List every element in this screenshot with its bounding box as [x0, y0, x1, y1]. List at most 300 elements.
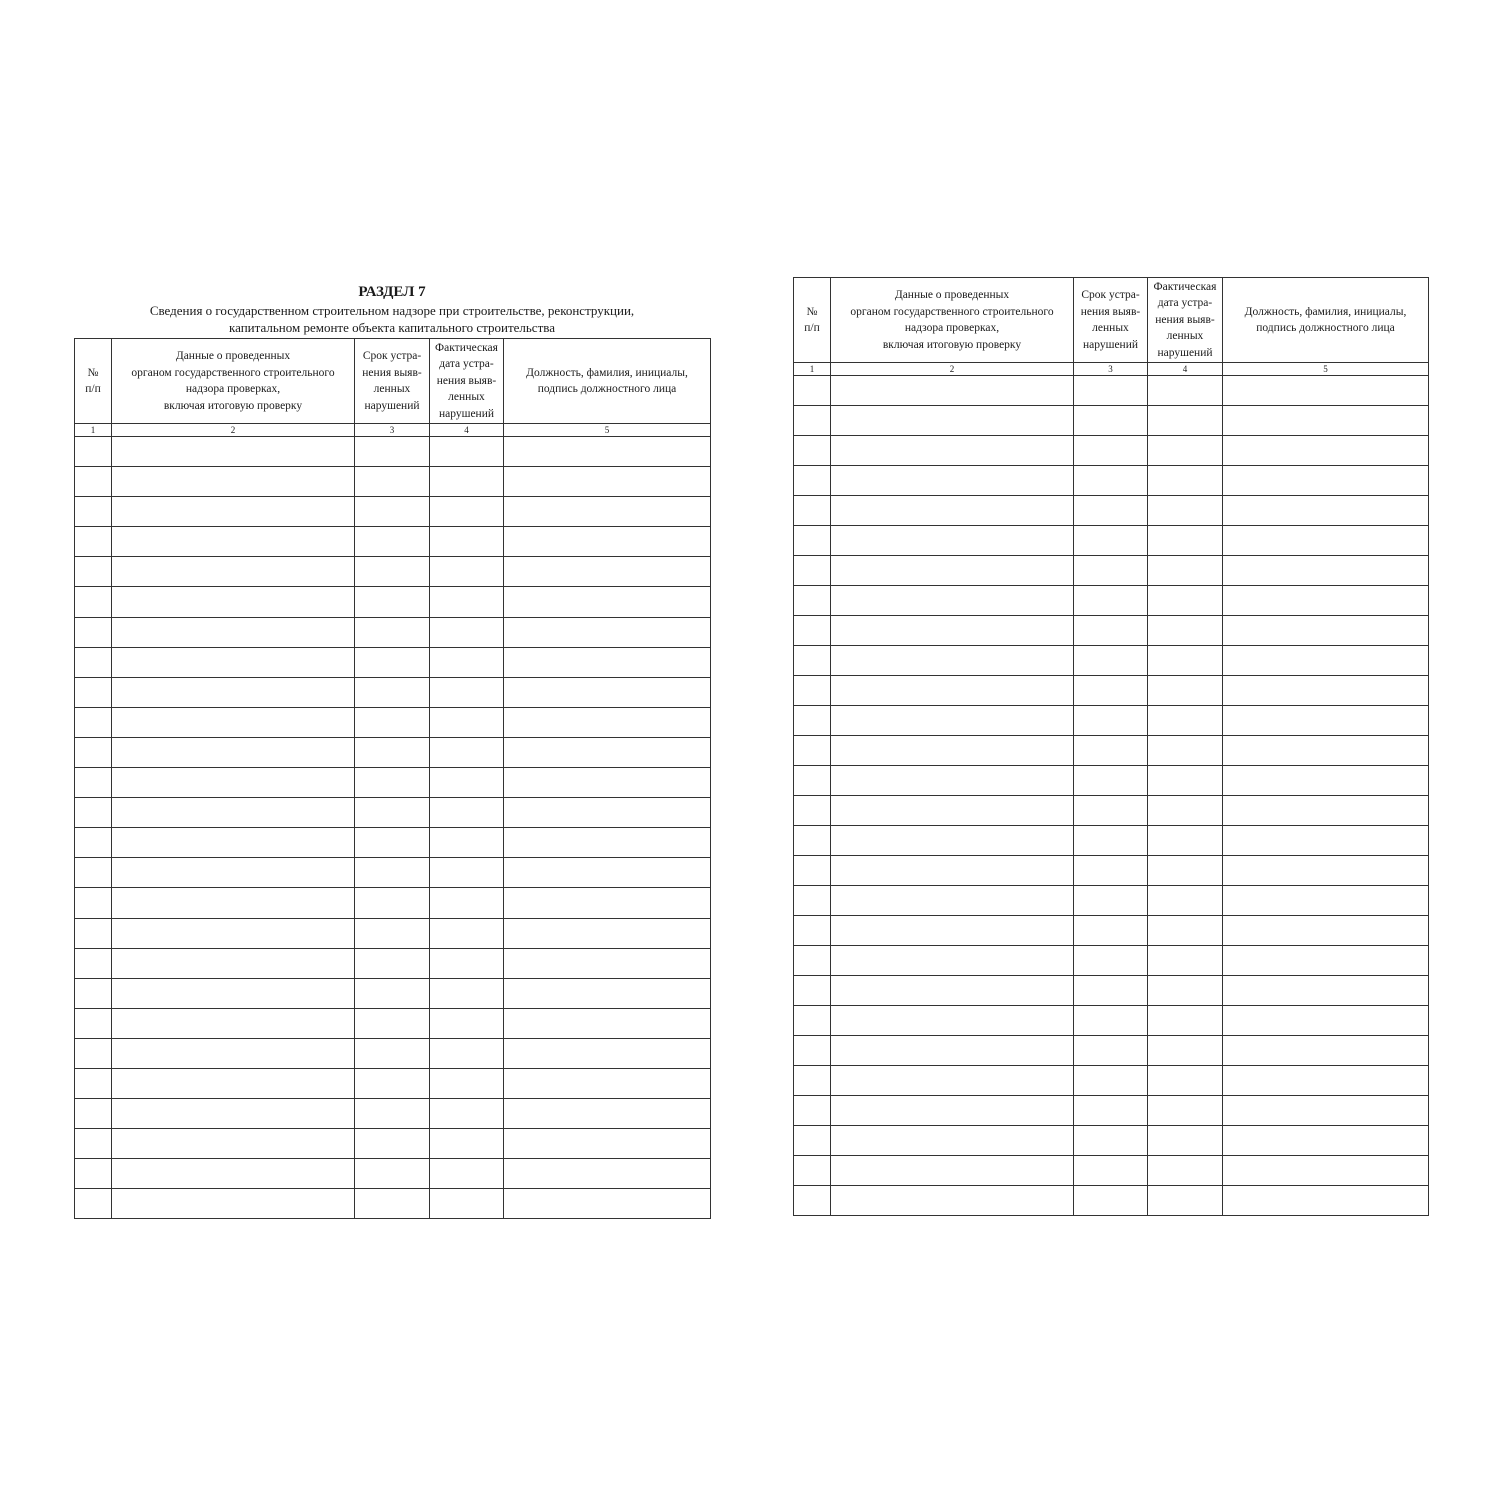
entry-cell[interactable]: [430, 1068, 504, 1098]
entry-cell[interactable]: [831, 946, 1074, 976]
entry-cell[interactable]: [75, 437, 112, 467]
entry-cell[interactable]: [504, 467, 711, 497]
entry-cell[interactable]: [355, 527, 430, 557]
entry-cell[interactable]: [430, 828, 504, 858]
entry-cell[interactable]: [112, 1038, 355, 1068]
entry-cell[interactable]: [430, 798, 504, 828]
entry-cell[interactable]: [794, 1006, 831, 1036]
entry-cell[interactable]: [112, 1099, 355, 1129]
entry-cell[interactable]: [831, 496, 1074, 526]
entry-cell[interactable]: [1074, 706, 1148, 736]
entry-cell[interactable]: [794, 586, 831, 616]
entry-cell[interactable]: [112, 707, 355, 737]
entry-cell[interactable]: [112, 948, 355, 978]
entry-cell[interactable]: [430, 527, 504, 557]
entry-cell[interactable]: [355, 737, 430, 767]
entry-cell[interactable]: [504, 918, 711, 948]
column-number-3: 3: [1074, 363, 1148, 376]
entry-cell[interactable]: [112, 828, 355, 858]
table-row: [794, 436, 1429, 466]
entry-cell[interactable]: [504, 768, 711, 798]
entry-cell[interactable]: [430, 768, 504, 798]
column-number-2: 2: [831, 363, 1074, 376]
entry-cell[interactable]: [1223, 856, 1429, 886]
entry-cell[interactable]: [430, 737, 504, 767]
table-row: [75, 828, 711, 858]
entry-cell[interactable]: [1074, 586, 1148, 616]
entry-cell[interactable]: [112, 647, 355, 677]
entry-cell[interactable]: [794, 706, 831, 736]
entry-cell[interactable]: [430, 1038, 504, 1068]
entry-cell[interactable]: [75, 647, 112, 677]
entry-cell[interactable]: [75, 467, 112, 497]
entry-cell[interactable]: [75, 1038, 112, 1068]
entry-cell[interactable]: [112, 1008, 355, 1038]
column-number-1: 1: [794, 363, 831, 376]
entry-cell[interactable]: [1223, 1036, 1429, 1066]
entry-cell[interactable]: [1148, 1006, 1223, 1036]
entry-cell[interactable]: [355, 948, 430, 978]
entry-cell[interactable]: [1074, 1066, 1148, 1096]
entry-cell[interactable]: [1148, 826, 1223, 856]
entry-cell[interactable]: [430, 587, 504, 617]
entry-cell[interactable]: [1074, 1186, 1148, 1216]
entry-cell[interactable]: [355, 467, 430, 497]
entry-cell[interactable]: [1148, 1096, 1223, 1126]
entry-cell[interactable]: [831, 526, 1074, 556]
entry-cell[interactable]: [1074, 466, 1148, 496]
entry-cell[interactable]: [1148, 736, 1223, 766]
entry-cell[interactable]: [355, 557, 430, 587]
entry-cell[interactable]: [75, 707, 112, 737]
entry-cell[interactable]: [1148, 916, 1223, 946]
entry-cell[interactable]: [430, 888, 504, 918]
table-row: [75, 948, 711, 978]
entry-cell[interactable]: [831, 436, 1074, 466]
entry-cell[interactable]: [75, 1068, 112, 1098]
entry-cell[interactable]: [1148, 556, 1223, 586]
entry-cell[interactable]: [355, 1129, 430, 1159]
entry-cell[interactable]: [355, 587, 430, 617]
entry-cell[interactable]: [1148, 946, 1223, 976]
entry-cell[interactable]: [75, 798, 112, 828]
entry-cell[interactable]: [112, 437, 355, 467]
entry-cell[interactable]: [831, 1066, 1074, 1096]
entry-cell[interactable]: [1148, 496, 1223, 526]
entry-cell[interactable]: [794, 796, 831, 826]
table-row: [794, 1036, 1429, 1066]
entry-cell[interactable]: [831, 586, 1074, 616]
column-number-row: [75, 424, 711, 437]
entry-cell[interactable]: [831, 1096, 1074, 1126]
entry-cell[interactable]: [1074, 856, 1148, 886]
entry-cell[interactable]: [794, 766, 831, 796]
entry-cell[interactable]: [794, 616, 831, 646]
entry-cell[interactable]: [831, 406, 1074, 436]
entry-cell[interactable]: [75, 557, 112, 587]
entry-cell[interactable]: [1223, 1126, 1429, 1156]
entry-cell[interactable]: [794, 916, 831, 946]
entry-cell[interactable]: [1074, 796, 1148, 826]
entry-cell[interactable]: [1148, 406, 1223, 436]
entry-cell[interactable]: [1074, 946, 1148, 976]
entry-cell[interactable]: [794, 826, 831, 856]
entry-cell[interactable]: [112, 768, 355, 798]
entry-cell[interactable]: [430, 437, 504, 467]
entry-cell[interactable]: [831, 706, 1074, 736]
entry-cell[interactable]: [794, 1156, 831, 1186]
entry-cell[interactable]: [355, 1159, 430, 1189]
entry-cell[interactable]: [504, 948, 711, 978]
entry-cell[interactable]: [1148, 376, 1223, 406]
entry-cell[interactable]: [1074, 1156, 1148, 1186]
entry-cell[interactable]: [75, 737, 112, 767]
entry-cell[interactable]: [1148, 646, 1223, 676]
entry-cell[interactable]: [1223, 646, 1429, 676]
entry-cell[interactable]: [794, 466, 831, 496]
entry-cell[interactable]: [75, 497, 112, 527]
table-row: [75, 707, 711, 737]
entry-cell[interactable]: [355, 828, 430, 858]
entry-cell[interactable]: [831, 616, 1074, 646]
entry-cell[interactable]: [1223, 946, 1429, 976]
entry-cell[interactable]: [1223, 1006, 1429, 1036]
entry-cell[interactable]: [1223, 496, 1429, 526]
entry-cell[interactable]: [1223, 1066, 1429, 1096]
header-row: [794, 278, 1429, 363]
entry-cell[interactable]: [504, 707, 711, 737]
entry-cell[interactable]: [112, 497, 355, 527]
table-row: [75, 1038, 711, 1068]
entry-cell[interactable]: [794, 556, 831, 586]
entry-cell[interactable]: [75, 828, 112, 858]
entry-cell[interactable]: [1148, 1126, 1223, 1156]
table-row: [75, 798, 711, 828]
entry-cell[interactable]: [1223, 916, 1429, 946]
entry-cell[interactable]: [75, 978, 112, 1008]
entry-cell[interactable]: [1223, 826, 1429, 856]
entry-cell[interactable]: [1148, 796, 1223, 826]
entry-cell[interactable]: [794, 526, 831, 556]
entry-cell[interactable]: [112, 1129, 355, 1159]
entry-cell[interactable]: [831, 556, 1074, 586]
entry-cell[interactable]: [355, 497, 430, 527]
entry-cell[interactable]: [831, 856, 1074, 886]
entry-cell[interactable]: [1074, 526, 1148, 556]
entry-cell[interactable]: [794, 976, 831, 1006]
entry-cell[interactable]: [794, 376, 831, 406]
entry-cell[interactable]: [355, 617, 430, 647]
entry-cell[interactable]: [75, 677, 112, 707]
entry-cell[interactable]: [1148, 706, 1223, 736]
entry-cell[interactable]: [355, 768, 430, 798]
entry-cell[interactable]: [1223, 736, 1429, 766]
entry-cell[interactable]: [831, 796, 1074, 826]
entry-cell[interactable]: [75, 888, 112, 918]
entry-cell[interactable]: [504, 978, 711, 1008]
entry-cell[interactable]: [831, 826, 1074, 856]
entry-cell[interactable]: [355, 1008, 430, 1038]
entry-cell[interactable]: [504, 497, 711, 527]
entry-cell[interactable]: [1148, 466, 1223, 496]
entry-cell[interactable]: [1148, 616, 1223, 646]
entry-cell[interactable]: [75, 1159, 112, 1189]
entry-cell[interactable]: [831, 976, 1074, 1006]
entry-cell[interactable]: [75, 1008, 112, 1038]
entry-cell[interactable]: [430, 858, 504, 888]
entry-cell[interactable]: [1223, 556, 1429, 586]
table-row: [75, 1189, 711, 1219]
entry-cell[interactable]: [430, 467, 504, 497]
entry-cell[interactable]: [1074, 376, 1148, 406]
entry-cell[interactable]: [430, 677, 504, 707]
entry-cell[interactable]: [1074, 766, 1148, 796]
entry-cell[interactable]: [504, 1099, 711, 1129]
entry-cell[interactable]: [112, 978, 355, 1008]
entry-cell[interactable]: [355, 437, 430, 467]
entry-cell[interactable]: [1074, 1036, 1148, 1066]
entry-cell[interactable]: [504, 437, 711, 467]
entry-cell[interactable]: [112, 1159, 355, 1189]
entry-cell[interactable]: [1223, 526, 1429, 556]
entry-cell[interactable]: [1074, 436, 1148, 466]
entry-cell[interactable]: [504, 1129, 711, 1159]
entry-cell[interactable]: [794, 436, 831, 466]
entry-cell[interactable]: [1223, 466, 1429, 496]
entry-cell[interactable]: [831, 1036, 1074, 1066]
entry-cell[interactable]: [355, 1189, 430, 1219]
entry-cell[interactable]: [831, 1006, 1074, 1036]
entry-cell[interactable]: [430, 617, 504, 647]
entry-cell[interactable]: [75, 617, 112, 647]
entry-cell[interactable]: [355, 647, 430, 677]
column-number-1: 1: [75, 424, 112, 437]
entry-cell[interactable]: [1074, 826, 1148, 856]
entry-cell[interactable]: [794, 1186, 831, 1216]
entry-cell[interactable]: [1074, 556, 1148, 586]
entry-cell[interactable]: [75, 1129, 112, 1159]
entry-cell[interactable]: [1223, 586, 1429, 616]
entry-cell[interactable]: [504, 677, 711, 707]
entry-cell[interactable]: [794, 1036, 831, 1066]
entry-cell[interactable]: [112, 798, 355, 828]
entry-cell[interactable]: [504, 587, 711, 617]
entry-cell[interactable]: [831, 376, 1074, 406]
entry-cell[interactable]: [504, 1068, 711, 1098]
table-row: [75, 737, 711, 767]
entry-cell[interactable]: [1148, 886, 1223, 916]
entry-cell[interactable]: [1148, 1036, 1223, 1066]
entry-cell[interactable]: [112, 617, 355, 647]
entry-cell[interactable]: [794, 1126, 831, 1156]
entry-cell[interactable]: [1223, 796, 1429, 826]
entry-cell[interactable]: [794, 406, 831, 436]
entry-cell[interactable]: [355, 1038, 430, 1068]
entry-cell[interactable]: [794, 856, 831, 886]
entry-cell[interactable]: [1223, 436, 1429, 466]
entry-cell[interactable]: [430, 978, 504, 1008]
table-row: [794, 796, 1429, 826]
entry-cell[interactable]: [112, 888, 355, 918]
entry-cell[interactable]: [1074, 646, 1148, 676]
entry-cell[interactable]: [794, 736, 831, 766]
table-row: [794, 1126, 1429, 1156]
entry-cell[interactable]: [831, 646, 1074, 676]
entry-cell[interactable]: [1223, 1186, 1429, 1216]
entry-cell[interactable]: [794, 886, 831, 916]
entry-cell[interactable]: [831, 1126, 1074, 1156]
entry-cell[interactable]: [794, 946, 831, 976]
entry-cell[interactable]: [504, 557, 711, 587]
entry-cell[interactable]: [1223, 706, 1429, 736]
entry-cell[interactable]: [831, 466, 1074, 496]
entry-cell[interactable]: [1148, 976, 1223, 1006]
entry-cell[interactable]: [1074, 976, 1148, 1006]
entry-cell[interactable]: [794, 1066, 831, 1096]
entry-cell[interactable]: [831, 1156, 1074, 1186]
entry-cell[interactable]: [355, 707, 430, 737]
entry-cell[interactable]: [355, 858, 430, 888]
entry-cell[interactable]: [831, 676, 1074, 706]
entry-cell[interactable]: [75, 1099, 112, 1129]
entry-cell[interactable]: [75, 1189, 112, 1219]
entry-cell[interactable]: [430, 1159, 504, 1189]
entry-cell[interactable]: [1148, 1156, 1223, 1186]
entry-cell[interactable]: [112, 557, 355, 587]
entry-cell[interactable]: [112, 677, 355, 707]
entry-cell[interactable]: [1223, 616, 1429, 646]
entry-cell[interactable]: [1148, 1066, 1223, 1096]
entry-cell[interactable]: [430, 1099, 504, 1129]
entry-cell[interactable]: [504, 858, 711, 888]
table-row: [794, 946, 1429, 976]
entry-cell[interactable]: [504, 798, 711, 828]
entry-cell[interactable]: [831, 766, 1074, 796]
entry-cell[interactable]: [1223, 1096, 1429, 1126]
entry-cell[interactable]: [1148, 766, 1223, 796]
entry-cell[interactable]: [1223, 886, 1429, 916]
entry-cell[interactable]: [430, 1008, 504, 1038]
entry-cell[interactable]: [794, 676, 831, 706]
entry-cell[interactable]: [112, 467, 355, 497]
entry-cell[interactable]: [75, 527, 112, 557]
entry-cell[interactable]: [1074, 736, 1148, 766]
entry-cell[interactable]: [75, 948, 112, 978]
entry-cell[interactable]: [1074, 886, 1148, 916]
entry-cell[interactable]: [1148, 436, 1223, 466]
entry-cell[interactable]: [1074, 406, 1148, 436]
entry-cell[interactable]: [355, 888, 430, 918]
entry-cell[interactable]: [75, 587, 112, 617]
table-row: [794, 1156, 1429, 1186]
entry-cell[interactable]: [1074, 916, 1148, 946]
entry-cell[interactable]: [112, 918, 355, 948]
entry-cell[interactable]: [112, 587, 355, 617]
entry-cell[interactable]: [1074, 1096, 1148, 1126]
entry-cell[interactable]: [1148, 676, 1223, 706]
entry-cell[interactable]: [1074, 1006, 1148, 1036]
entry-cell[interactable]: [1148, 856, 1223, 886]
entry-cell[interactable]: [355, 918, 430, 948]
table-row: [75, 978, 711, 1008]
table-row: [794, 826, 1429, 856]
entry-cell[interactable]: [504, 527, 711, 557]
table-row: [794, 736, 1429, 766]
entry-cell[interactable]: [355, 677, 430, 707]
entry-cell[interactable]: [355, 978, 430, 1008]
entry-cell[interactable]: [112, 737, 355, 767]
entry-cell[interactable]: [831, 886, 1074, 916]
table-row: [75, 768, 711, 798]
entry-cell[interactable]: [504, 737, 711, 767]
entry-cell[interactable]: [1074, 496, 1148, 526]
entry-cell[interactable]: [430, 948, 504, 978]
table-row: [75, 1099, 711, 1129]
entry-cell[interactable]: [1148, 586, 1223, 616]
table-row: [794, 496, 1429, 526]
entry-cell[interactable]: [430, 497, 504, 527]
entry-cell[interactable]: [831, 736, 1074, 766]
entry-cell[interactable]: [430, 707, 504, 737]
entry-cell[interactable]: [504, 1189, 711, 1219]
entry-cell[interactable]: [430, 557, 504, 587]
entry-cell[interactable]: [1074, 1126, 1148, 1156]
entry-cell[interactable]: [1074, 616, 1148, 646]
entry-cell[interactable]: [504, 1038, 711, 1068]
entry-cell[interactable]: [1223, 676, 1429, 706]
entry-cell[interactable]: [1223, 376, 1429, 406]
entry-cell[interactable]: [504, 617, 711, 647]
entry-cell[interactable]: [1074, 676, 1148, 706]
entry-cell[interactable]: [430, 1129, 504, 1159]
entry-cell[interactable]: [75, 918, 112, 948]
entry-cell[interactable]: [1223, 976, 1429, 1006]
section-subtitle: [74, 302, 710, 336]
table-row: [75, 677, 711, 707]
entry-cell[interactable]: [430, 1189, 504, 1219]
entry-cell[interactable]: [355, 1099, 430, 1129]
entry-cell[interactable]: [75, 858, 112, 888]
entry-cell[interactable]: [355, 1068, 430, 1098]
entry-cell[interactable]: [831, 1186, 1074, 1216]
entry-cell[interactable]: [355, 798, 430, 828]
entry-cell[interactable]: [1223, 1156, 1429, 1186]
column-number-3: 3: [355, 424, 430, 437]
entry-cell[interactable]: [112, 858, 355, 888]
entry-cell[interactable]: [504, 1008, 711, 1038]
entry-cell[interactable]: [430, 647, 504, 677]
entry-cell[interactable]: [1223, 406, 1429, 436]
entry-cell[interactable]: [1148, 526, 1223, 556]
table-row: [75, 557, 711, 587]
entry-cell[interactable]: [75, 768, 112, 798]
entry-cell[interactable]: [1148, 1186, 1223, 1216]
entry-cell[interactable]: [1223, 766, 1429, 796]
entry-cell[interactable]: [794, 646, 831, 676]
entry-cell[interactable]: [112, 1068, 355, 1098]
entry-cell[interactable]: [831, 916, 1074, 946]
entry-cell[interactable]: [794, 1096, 831, 1126]
entry-cell[interactable]: [794, 496, 831, 526]
entry-cell[interactable]: [504, 828, 711, 858]
entry-cell[interactable]: [430, 918, 504, 948]
entry-cell[interactable]: [504, 1159, 711, 1189]
entry-cell[interactable]: [504, 647, 711, 677]
entry-cell[interactable]: [112, 1189, 355, 1219]
entry-cell[interactable]: [112, 527, 355, 557]
table-row: [794, 706, 1429, 736]
entry-cell[interactable]: [504, 888, 711, 918]
